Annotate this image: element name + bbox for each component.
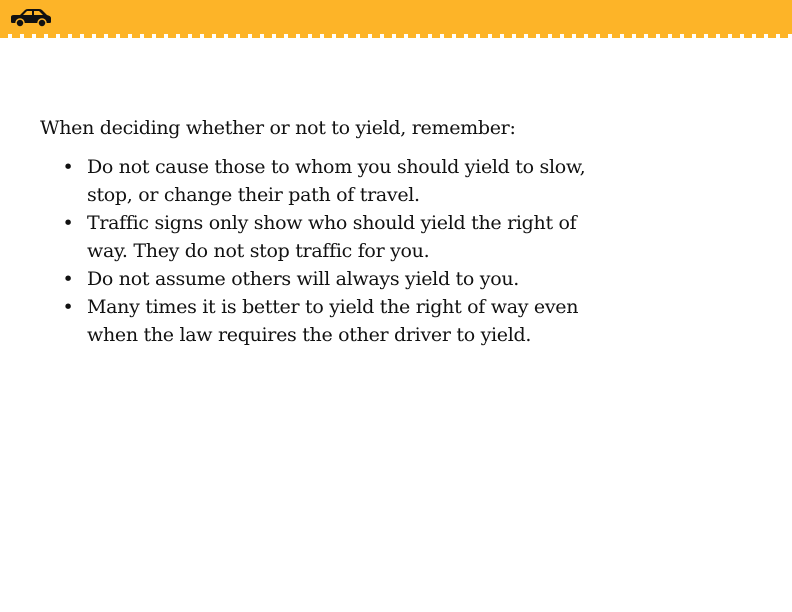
bullet-dot: • [62,212,74,234]
bullet-item [40,153,617,209]
intro-text: When deciding whether or not to yield, remember: [40,117,516,139]
car-icon [9,8,53,28]
bullet-dot: • [62,296,74,318]
bullet-text: Do not cause those to whom you should yield to slow, stop, or change their path of travel. [87,156,586,206]
bullet-text: Do not assume others will always yield to you. [87,268,520,290]
dashed-road-line [0,34,792,40]
bullet-dot: • [62,268,74,290]
bullet-dot: • [62,156,74,178]
bullet-item [40,293,617,349]
bullet-item [40,209,617,265]
bullet-list [40,153,640,349]
bullet-item [40,265,617,293]
bullet-text: Traffic signs only show who should yield the right of way. They do not stop traffic for you. [87,212,577,262]
header-banner [0,0,792,37]
bullet-text: Many times it is better to yield the right of way even when the law requires the other driver to yield. [87,296,579,346]
